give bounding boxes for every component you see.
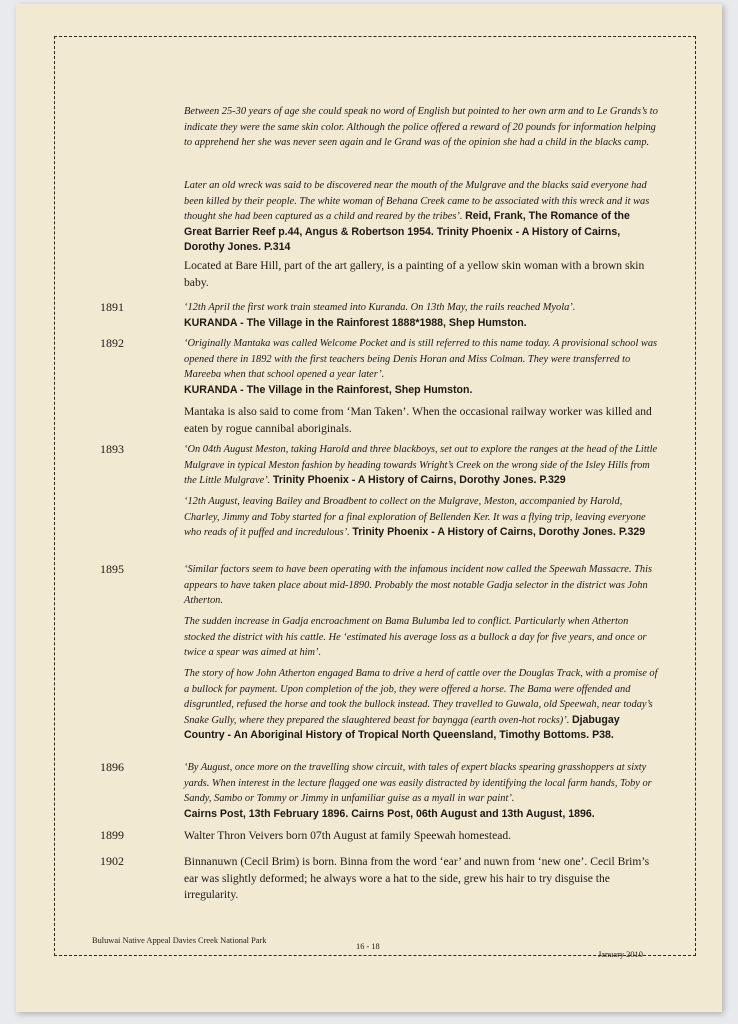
- footer-date: January 2010: [598, 950, 643, 959]
- footer-page-number: 16 - 18: [356, 942, 380, 951]
- paragraph-1896: [184, 760, 660, 822]
- paragraph-text: Between 25-30 years of age she could speak no word of English but pointed to her own arm and to Le Grands’s to indicate they were the same skin color. Although the police offered a reward of 20 pounds for information helping to apprehend her she was never seen again and le Grand was of the opinion she had a child in the blacks camp.: [184, 106, 658, 149]
- paragraph-1892: [184, 336, 660, 398]
- footer-title: Buluwai Native Appeal Davies Creek National Park: [92, 936, 267, 945]
- year-label: 1896: [100, 760, 124, 774]
- paragraph-bare-hill: [184, 258, 660, 291]
- year-label: 1902: [100, 854, 124, 868]
- paragraph-text: Walter Thron Veivers born 07th August at family Speewah homestead.: [184, 829, 512, 842]
- paragraph-1891: [184, 300, 660, 331]
- paragraph-gadja-encroachment: [184, 614, 660, 661]
- paragraph-text: Later an old wreck was said to be discovered near the mouth of the Mulgrave and the blacks said everyone had been killed by their people. The white woman of Behana Creek came to be associated with this wreck and it was thought she had been captured as a child and reared by the tribes’.: [184, 180, 650, 223]
- paragraph-text: Binnanuwn (Cecil Brim) is born. Binna from the word ‘ear’ and nuwn from ‘new one’. Cecil Brim’s ear was slightly deformed; he always wore a hat to the side, grew his hair to try disguise the irregularity.: [184, 855, 650, 901]
- year-label: 1893: [100, 442, 124, 456]
- paragraph-old-wreck: [184, 178, 660, 256]
- paragraph-text: ‘Similar factors seem to have been operating with the infamous incident now called the Speewah Massacre. This appears to have taken place about mid-1890. Probably the most notable Gadja selector in the district was John Atherton.: [184, 564, 652, 607]
- reference-citation: Reid, Frank, The Romance of the Great Barrier Reef p.44, Angus & Robertson 1954. Trinity Phoenix - A History of Cairns, Dorothy Jones. P.314: [184, 210, 630, 254]
- paragraph-text: ‘By August, once more on the travelling show circuit, with tales of expert blacks spearing grasshoppers at sixty yards. When interest in the lecture flagged one was easily distracted by identifying the local farm hands, Toby or Sandy, Sambo or Tommy or Jimmy in unfamiliar guise as a myall in war paint’.: [184, 762, 652, 805]
- paragraph-1895: [184, 562, 660, 609]
- paragraph-mantaka: [184, 404, 660, 437]
- paragraph-text: The story of how John Atherton engaged Bama to drive a herd of cattle over the Douglas Track, with a promise of a bullock for payment. Upon completion of the job, they were offered a horse. The Bama were offended and disgruntled, refused the horse and took the bullock instead. They travelled to Guwala, old Speewah, near today’s Snake Gully, where they prepared the slaughtered beast for bayngga (earth oven-hot rocks)’.: [184, 668, 658, 726]
- paragraph-text: Mantaka is also said to come from ‘Man Taken’. When the occasional railway worker was killed and eaten by rogue cannibal aboriginals.: [184, 405, 652, 435]
- paragraph-text: ‘12th April the first work train steamed into Kuranda. On 13th May, the rails reached Myola’.: [184, 302, 576, 313]
- reference-citation: Trinity Phoenix - A History of Cairns, Dorothy Jones. P.329: [272, 474, 566, 487]
- paragraph-1902: [184, 854, 660, 904]
- reference-citation: KURANDA - The Village in the Rainforest 1888*1988, Shep Humston.: [184, 316, 527, 329]
- year-label: 1891: [100, 300, 124, 314]
- year-label: 1895: [100, 562, 124, 576]
- reference-citation: Trinity Phoenix - A History of Cairns, Dorothy Jones. P.329: [352, 526, 646, 539]
- paragraph-text: Located at Bare Hill, part of the art gallery, is a painting of a yellow skin woman with a brown skin baby.: [184, 259, 645, 289]
- reference-citation: Djabugay Country - An Aboriginal History of Tropical North Queensland, Timothy Bottoms. P38.: [184, 713, 620, 742]
- paragraph-text: ‘12th August, leaving Bailey and Broadbent to collect on the Mulgrave, Meston, accompanied by Harold, Charley, Jimmy and Toby started for a final exploration of Bellenden Ker. It was a flying trip, leaving everyone who reads of it puffed and incredulous’.: [184, 496, 646, 539]
- paragraph-skin-color: [184, 104, 660, 151]
- paragraph-1893: [184, 442, 660, 489]
- paragraph-text: ‘Originally Mantaka was called Welcome Pocket and is still referred to this name today. A provisional school was opened there in 1892 with the first teachers being Denis Horan and Miss Colman. They were transferred to Mareeba when that school opened a year later’.: [184, 338, 658, 381]
- reference-citation: KURANDA - The Village in the Rainforest, Shep Humston.: [184, 383, 473, 396]
- paragraph-text: The sudden increase in Gadja encroachment on Bama Bulumba led to conflict. Particularly when Atherton stocked the district with his cattle. He ‘estimated his average loss as a bullock a day for five years, and once or twice a spear was aimed at him’.: [184, 616, 647, 659]
- paragraph-1899: [184, 828, 660, 845]
- year-label: 1892: [100, 336, 124, 350]
- paragraph-douglas-track: [184, 666, 660, 744]
- paragraph-text: ‘On 04th August Meston, taking Harold and three blackboys, set out to explore the ranges at the head of the Little Mulgrave in typical Meston fashion by heading towards Wright’s Creek on the wrong side of the Isley Hills from the Little Mulgrave’.: [184, 444, 658, 487]
- reference-citation: Cairns Post, 13th February 1896. Cairns Post, 06th August and 13th August, 1896.: [184, 807, 595, 820]
- year-label: 1899: [100, 828, 124, 842]
- paragraph-bellenden-ker: [184, 494, 660, 541]
